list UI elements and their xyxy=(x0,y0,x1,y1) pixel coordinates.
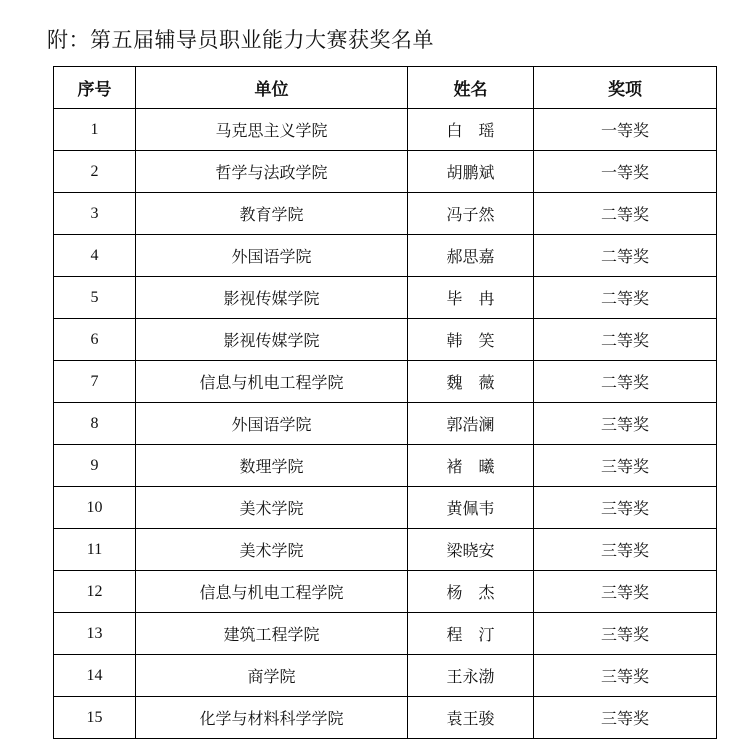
cell-number: 11 xyxy=(54,529,136,571)
cell-unit: 美术学院 xyxy=(136,529,408,571)
cell-unit: 数理学院 xyxy=(136,445,408,487)
cell-award: 二等奖 xyxy=(534,193,717,235)
table-row xyxy=(54,613,717,655)
cell-name: 杨 杰 xyxy=(408,571,534,613)
cell-name: 胡鹏斌 xyxy=(408,151,534,193)
cell-name: 白 瑶 xyxy=(408,109,534,151)
table-row xyxy=(54,193,717,235)
cell-name: 韩 笑 xyxy=(408,319,534,361)
cell-name: 梁晓安 xyxy=(408,529,534,571)
cell-name: 冯子然 xyxy=(408,193,534,235)
table-row xyxy=(54,445,717,487)
cell-number: 4 xyxy=(54,235,136,277)
header-award: 奖项 xyxy=(534,67,717,109)
table-row xyxy=(54,697,717,739)
cell-unit: 教育学院 xyxy=(136,193,408,235)
cell-unit: 外国语学院 xyxy=(136,235,408,277)
cell-number: 2 xyxy=(54,151,136,193)
cell-unit: 信息与机电工程学院 xyxy=(136,571,408,613)
header-row xyxy=(54,67,717,109)
table-row xyxy=(54,529,717,571)
cell-name: 袁王骏 xyxy=(408,697,534,739)
table-row xyxy=(54,151,717,193)
header-unit: 单位 xyxy=(136,67,408,109)
cell-name: 褚 曦 xyxy=(408,445,534,487)
table-row xyxy=(54,487,717,529)
cell-number: 14 xyxy=(54,655,136,697)
cell-award: 三等奖 xyxy=(534,571,717,613)
cell-number: 9 xyxy=(54,445,136,487)
cell-award: 一等奖 xyxy=(534,109,717,151)
cell-name: 黄佩韦 xyxy=(408,487,534,529)
cell-number: 1 xyxy=(54,109,136,151)
cell-name: 毕 冉 xyxy=(408,277,534,319)
cell-unit: 外国语学院 xyxy=(136,403,408,445)
cell-award: 二等奖 xyxy=(534,361,717,403)
cell-number: 3 xyxy=(54,193,136,235)
cell-unit: 哲学与法政学院 xyxy=(136,151,408,193)
cell-award: 一等奖 xyxy=(534,151,717,193)
cell-award: 二等奖 xyxy=(534,277,717,319)
cell-award: 三等奖 xyxy=(534,613,717,655)
header-name: 姓名 xyxy=(408,67,534,109)
cell-award: 三等奖 xyxy=(534,655,717,697)
table-row xyxy=(54,319,717,361)
cell-name: 程 汀 xyxy=(408,613,534,655)
cell-number: 8 xyxy=(54,403,136,445)
table-row xyxy=(54,277,717,319)
cell-unit: 化学与材料科学学院 xyxy=(136,697,408,739)
award-table xyxy=(53,66,717,739)
cell-unit: 马克思主义学院 xyxy=(136,109,408,151)
cell-number: 7 xyxy=(54,361,136,403)
cell-award: 三等奖 xyxy=(534,403,717,445)
cell-name: 王永渤 xyxy=(408,655,534,697)
table-row xyxy=(54,571,717,613)
cell-number: 10 xyxy=(54,487,136,529)
cell-unit: 商学院 xyxy=(136,655,408,697)
cell-award: 三等奖 xyxy=(534,697,717,739)
cell-unit: 影视传媒学院 xyxy=(136,319,408,361)
cell-number: 15 xyxy=(54,697,136,739)
cell-award: 三等奖 xyxy=(534,445,717,487)
cell-number: 5 xyxy=(54,277,136,319)
cell-name: 魏 薇 xyxy=(408,361,534,403)
cell-award: 三等奖 xyxy=(534,487,717,529)
table-body xyxy=(54,109,717,739)
cell-number: 12 xyxy=(54,571,136,613)
table-row xyxy=(54,109,717,151)
cell-award: 三等奖 xyxy=(534,529,717,571)
table-row xyxy=(54,403,717,445)
header-number: 序号 xyxy=(54,67,136,109)
cell-unit: 建筑工程学院 xyxy=(136,613,408,655)
table-row xyxy=(54,361,717,403)
cell-name: 郭浩澜 xyxy=(408,403,534,445)
table-header xyxy=(54,67,717,109)
cell-number: 13 xyxy=(54,613,136,655)
cell-unit: 影视传媒学院 xyxy=(136,277,408,319)
table-row xyxy=(54,235,717,277)
cell-name: 郝思嘉 xyxy=(408,235,534,277)
cell-award: 二等奖 xyxy=(534,319,717,361)
cell-award: 二等奖 xyxy=(534,235,717,277)
cell-number: 6 xyxy=(54,319,136,361)
cell-unit: 美术学院 xyxy=(136,487,408,529)
table-row xyxy=(54,655,717,697)
cell-unit: 信息与机电工程学院 xyxy=(136,361,408,403)
document-title: 附：第五届辅导员职业能力大赛获奖名单 xyxy=(47,28,434,52)
